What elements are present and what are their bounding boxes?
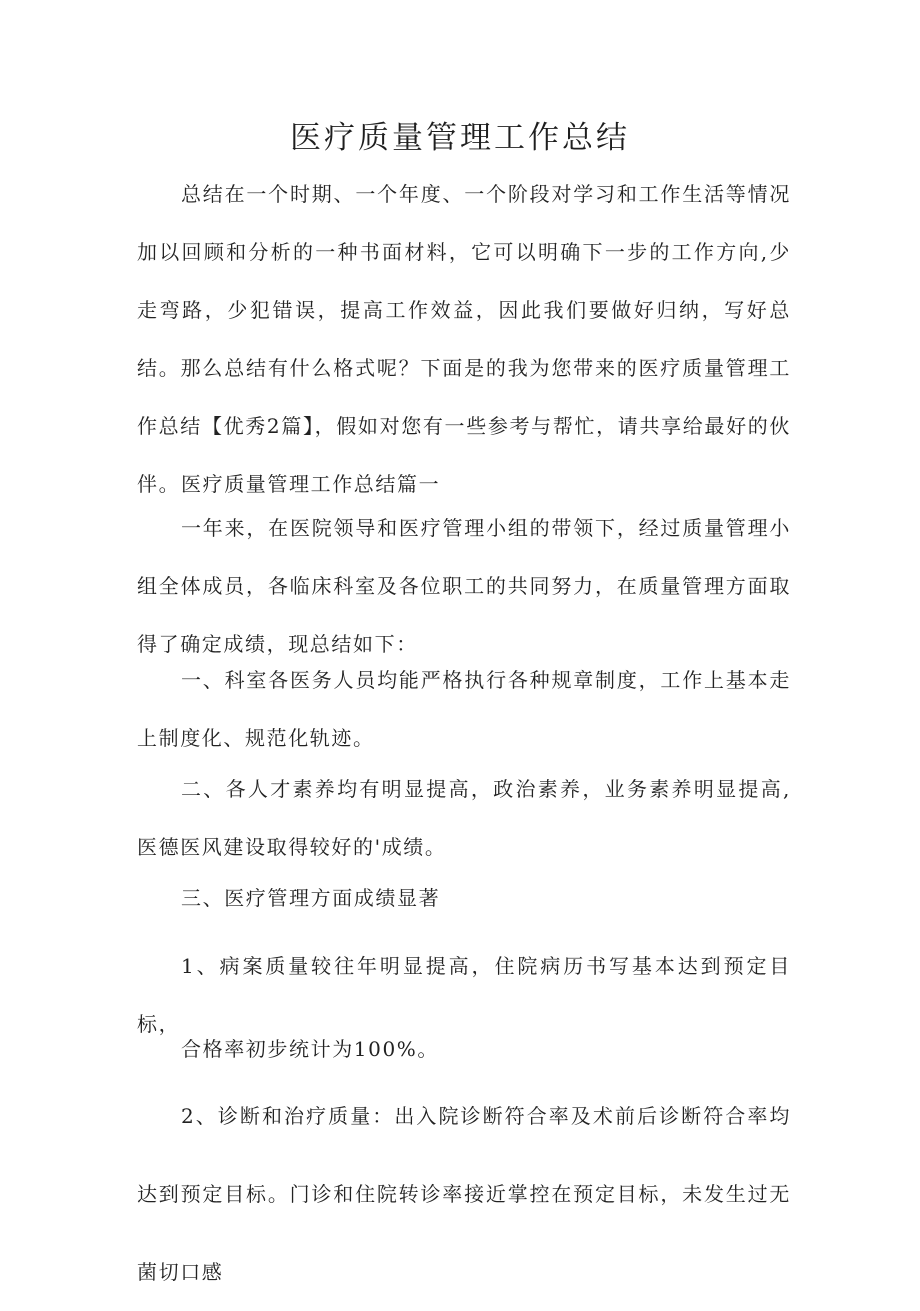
point-three-heading: 三、医疗管理方面成绩显著 — [181, 886, 441, 910]
point-one-paragraph: 一、科室各医务人员均能严格执行各种规章制度，工作上基本走上制度化、规范化轨迹。 — [137, 668, 791, 750]
item-two-paragraph: 2、诊断和治疗质量：出入院诊断符合率及术前后诊断符合率均达到预定目标。门诊和住院转诊率接近掌控在预定目标，未发生过无菌切口感 — [137, 1104, 791, 1284]
intro-paragraph: 总结在一个时期、一个年度、一个阶段对学习和工作生活等情况加以回顾和分析的一种书面材料，它可以明确下一步的工作方向,少走弯路，少犯错误，提高工作效益，因此我们要做好归纳，写好总结。那么总结有什么格式呢？下面是的我为您带来的医疗质量管理工作总结【优秀2篇】，假如对您有一些参考与帮忙，请共享给最好的伙伴。 — [137, 182, 791, 496]
point-two-paragraph: 二、各人才素养均有明显提高，政治素养，业务素养明显提高,医德医风建设取得较好的'成绩。 — [137, 777, 791, 859]
item-one-rate-line: 合格率初步统计为100%。 — [181, 1037, 439, 1061]
summary-paragraph: 一年来，在医院领导和医疗管理小组的带领下，经过质量管理小组全体成员，各临床科室及各位职工的共同努力，在质量管理方面取得了确定成绩，现总结如下： — [137, 516, 791, 656]
document-title: 医疗质量管理工作总结 — [290, 120, 630, 156]
section-heading-part-one: 医疗质量管理工作总结篇一 — [181, 472, 441, 496]
item-one-paragraph: 1、病案质量较往年明显提高，住院病历书写基本达到预定目标， — [137, 954, 791, 1036]
